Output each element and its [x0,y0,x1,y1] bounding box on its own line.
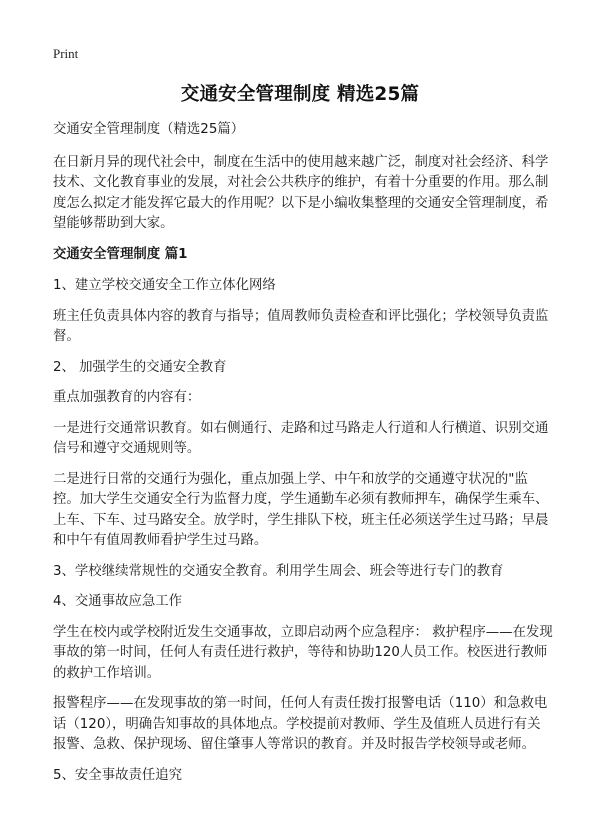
print-link[interactable]: Print [53,46,79,61]
document-title: 交通安全管理制度 精选25篇 [180,84,420,105]
paragraph: 二是进行日常的交通行为强化，重点加强上学、中午和放学的交通遵守状况的"监控。加大学生交通安全行为监督力度，学生通勤车必须有教师押车，确保学生乘车、上车、下车、过马路安全。放学时，学生排队下校，班主任必须送学生过马路；早晨和中午有值周教师看护学生过马路。 [53,471,549,548]
list-item: 1、建立学校交通安全工作立体化网络 [53,278,276,293]
paragraph: 学生在校内或学校附近发生交通事故，立即启动两个应急程序： 救护程序——在发现事故的第一时间，任何人有责任进行救护，等待和协助120人员工作。校医进行教师的救护工作培训。 [53,624,553,681]
section-heading: 交通安全管理制度 篇1 [53,246,188,262]
document-body [53,120,553,796]
list-item: 2、 加强学生的交通安全教育 [53,359,227,375]
paragraph: 重点加强教育的内容有： [53,390,201,405]
paragraph: 一是进行交通常识教育。如右侧通行、走路和过马路走人行道和人行横道、识别交通信号和遵守交通规则等。 [53,420,549,456]
paragraph: 报警程序——在发现事故的第一时间，任何人有责任拨打报警电话（110）和急救电话（120），明确告知事故的具体地点。学校提前对教师、学生及值班人员进行有关报警、急救、保护现场、留住肇事人等常识的教育。并及时报告学校领导或老师。 [53,696,548,752]
list-item: 4、交通事故应急工作 [53,594,183,609]
paragraph: 班主任负责具体内容的教育与指导；值周教师负责检查和评比强化；学校领导负责监督。 [53,308,549,344]
intro-paragraph: 在日新月异的现代社会中，制度在生活中的使用越来越广泛，制度对社会经济、科学技术、文化教育事业的发展，对社会公共秩序的维护，有着十分重要的作用。那么制度怎么拟定才能发挥它最大的作用呢？以下是小编收集整理的交通安全管理制度，希望能够帮助到大家。 [53,154,549,231]
document-subtitle: 交通安全管理制度（精选25篇） [53,122,245,137]
list-item: 3、学校继续常规性的交通安全教育。利用学生周会、班会等进行专门的教育 [53,563,504,579]
list-item: 5、安全事故责任追究 [53,767,183,783]
